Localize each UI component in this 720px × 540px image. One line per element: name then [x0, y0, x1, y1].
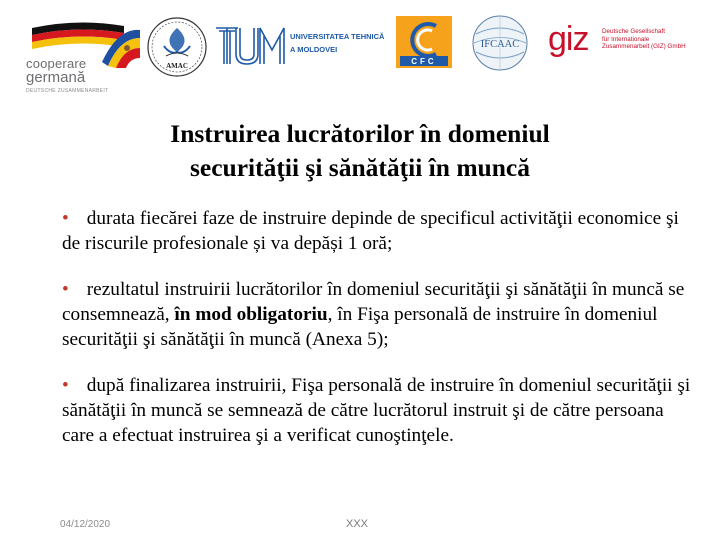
cfc-emblem-icon: [396, 16, 452, 68]
amac-label: AMAC: [166, 62, 188, 70]
ifcaac-label: IFCAAC: [480, 39, 520, 50]
cooperation-line2: germană: [26, 69, 86, 86]
title-line2: securităţii şi sănătăţii în muncă: [189, 153, 530, 182]
utm-line1: UNIVERSITATEA TEHNICĂ: [290, 32, 385, 41]
giz-sub-line1: Deutsche Gesellschaft: [602, 28, 665, 35]
utm-logo: [214, 20, 394, 70]
bullet-text: după finalizarea instruirii, Fişa personală de instruire în domeniul securităţii şi sănătăţii în muncă se semnează de către lucrătorul instruit şi de către persoana care a efectuat instruirea şi a verificat cunoştinţele.: [62, 375, 691, 446]
logo-bar: [0, 0, 720, 100]
giz-sub-line3: Zusammenarbeit (GIZ) GmbH: [602, 43, 686, 51]
bullet-list: [62, 206, 694, 469]
bullet-text-after: , în Fişa personală de instruire în domeniul securităţii şi sănătăţii în muncă (Anexa 5);: [62, 304, 658, 350]
footer-date: 04/12/2020: [60, 519, 111, 530]
slide-title: [60, 117, 660, 185]
title-line1: Instruirea lucrătorilor în domeniul: [170, 119, 550, 148]
bullet-marker: •: [62, 208, 69, 229]
german-cooperation-logo: [24, 22, 142, 96]
cooperation-line1: cooperare: [26, 56, 87, 71]
giz-wordmark: giz: [548, 20, 589, 58]
amac-logo: [146, 16, 208, 78]
utm-monogram-icon: [214, 20, 290, 70]
bullet-marker: •: [62, 375, 69, 396]
bullet-text-bold: în mod obligatoriu: [174, 304, 328, 325]
moldovan-flag-icon: [98, 28, 142, 68]
cfc-label: CFC: [411, 57, 437, 66]
giz-logo: [548, 20, 718, 68]
utm-text: [290, 30, 384, 56]
bullet-text-before: rezultatul instruirii lucrătorilor în domeniul securităţii şi sănătăţii în muncă se consemnează,: [62, 279, 685, 325]
footer-center-text: XXX: [346, 518, 369, 530]
ifcaac-emblem-icon: [470, 14, 530, 72]
amac-emblem-icon: [146, 16, 208, 78]
giz-sub-line2: für Internationale: [602, 35, 650, 43]
bullet-item: [62, 206, 694, 256]
cooperation-line3: DEUTSCHE ZUSAMMENARBEIT: [26, 88, 109, 94]
bullet-item: [62, 373, 694, 448]
bullet-item: [62, 277, 694, 352]
ifcaac-logo: [470, 14, 530, 72]
giz-subtitle: [602, 28, 686, 51]
bullet-marker: •: [62, 279, 69, 300]
cfc-logo: [396, 16, 452, 68]
bullet-text: durata fiecărei faze de instruire depinde de specificul activităţii economice şi de riscurile profesionale și va depăși 1 oră;: [62, 208, 679, 254]
utm-line2: A MOLDOVEI: [290, 45, 338, 54]
